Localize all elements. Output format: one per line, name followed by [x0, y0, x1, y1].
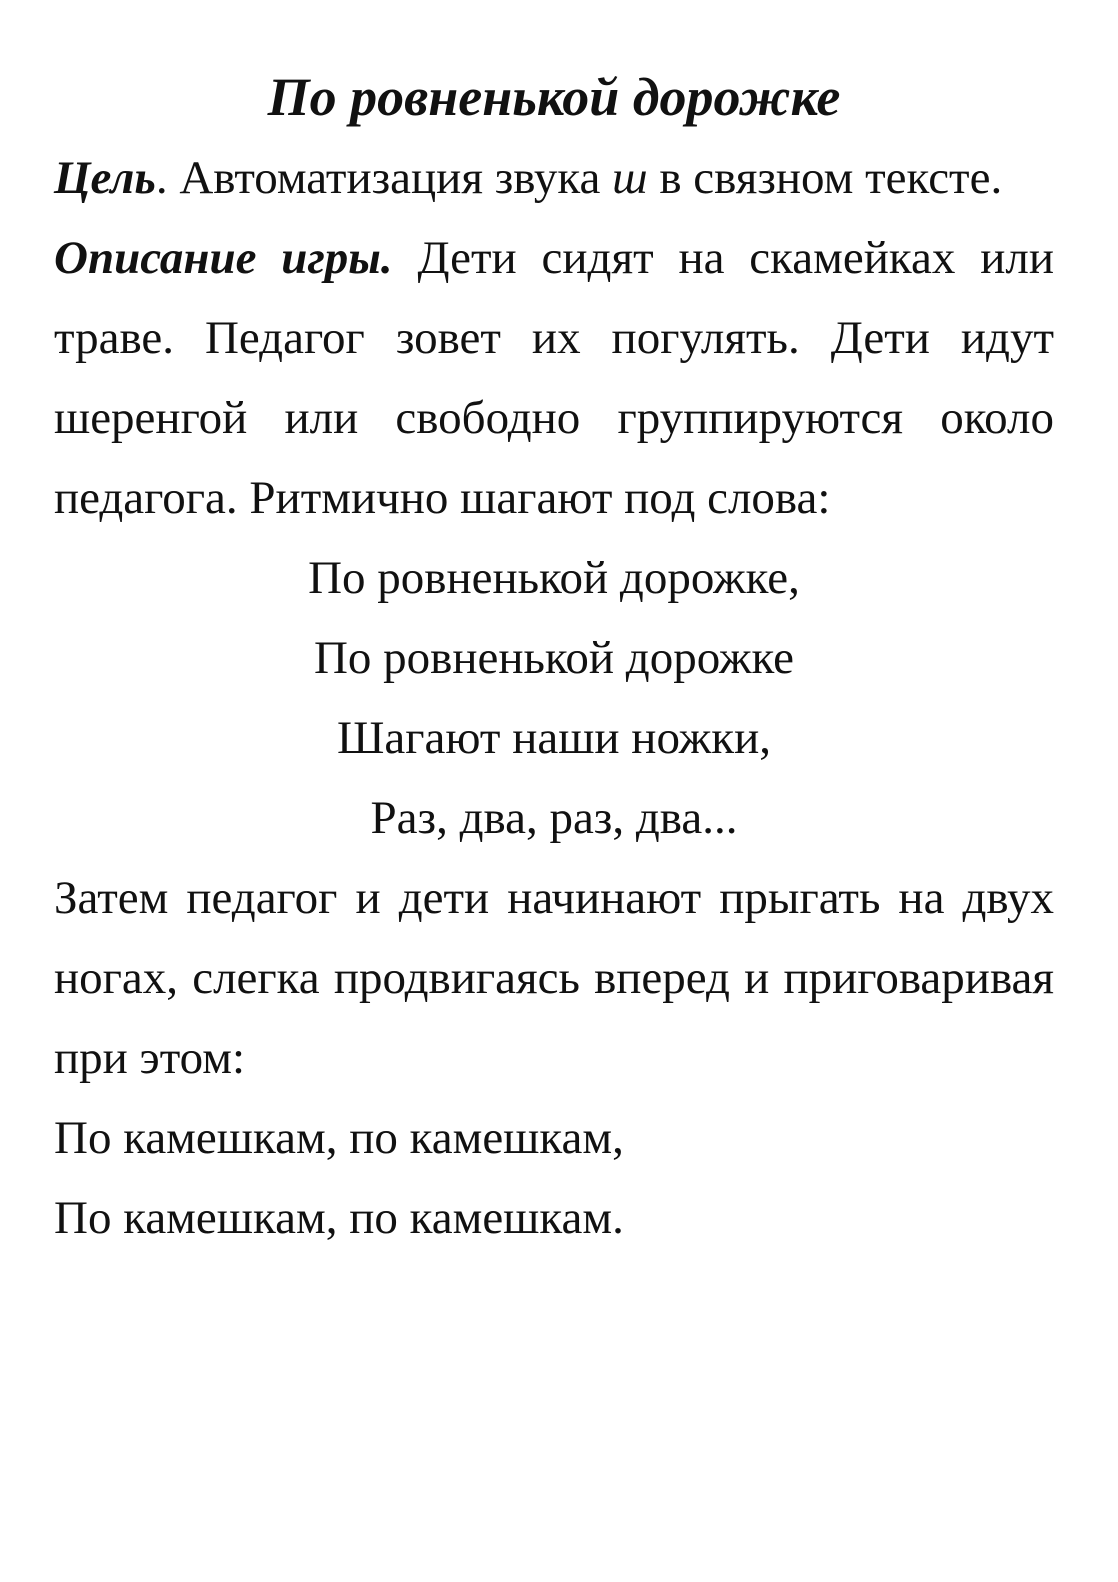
- verse-block: [54, 538, 1054, 858]
- goal-text-end: в связном тексте.: [647, 152, 1003, 204]
- verse-line: По ровненькой дорожке,: [308, 552, 800, 604]
- verse-line: По ровненькой дорожке: [313, 632, 795, 684]
- goal-text-start: . Автоматизация звука: [155, 152, 613, 204]
- goal-paragraph: [54, 138, 1054, 218]
- document-title: По ровненькой дорожке: [267, 67, 841, 127]
- goal-sound: ш: [612, 152, 648, 204]
- then-paragraph: Затем педагог и дети начинают прыгать на двух ногах, слегка продвигаясь вперед и приговаривая при этом:: [54, 872, 1054, 1084]
- description-label: Описание игры.: [54, 232, 393, 284]
- description-text: Дети сидят на скамейках или траве. Педагог зовет их погулять. Дети идут шеренгой или свободно группируются около педагога. Ритмично шагают под слова:: [54, 232, 1054, 524]
- verse-line: Шагают наши ножки,: [337, 712, 771, 764]
- document-page: [54, 62, 1054, 1258]
- goal-label: Цель: [54, 152, 156, 204]
- verse-line: Раз, два, раз, два...: [370, 792, 738, 844]
- rhyme-line: По камешкам, по камешкам,: [54, 1112, 624, 1164]
- description-paragraph: [54, 218, 1054, 538]
- rhyme-line: По камешкам, по камешкам.: [54, 1192, 624, 1244]
- rhyme-block: [54, 1098, 1054, 1258]
